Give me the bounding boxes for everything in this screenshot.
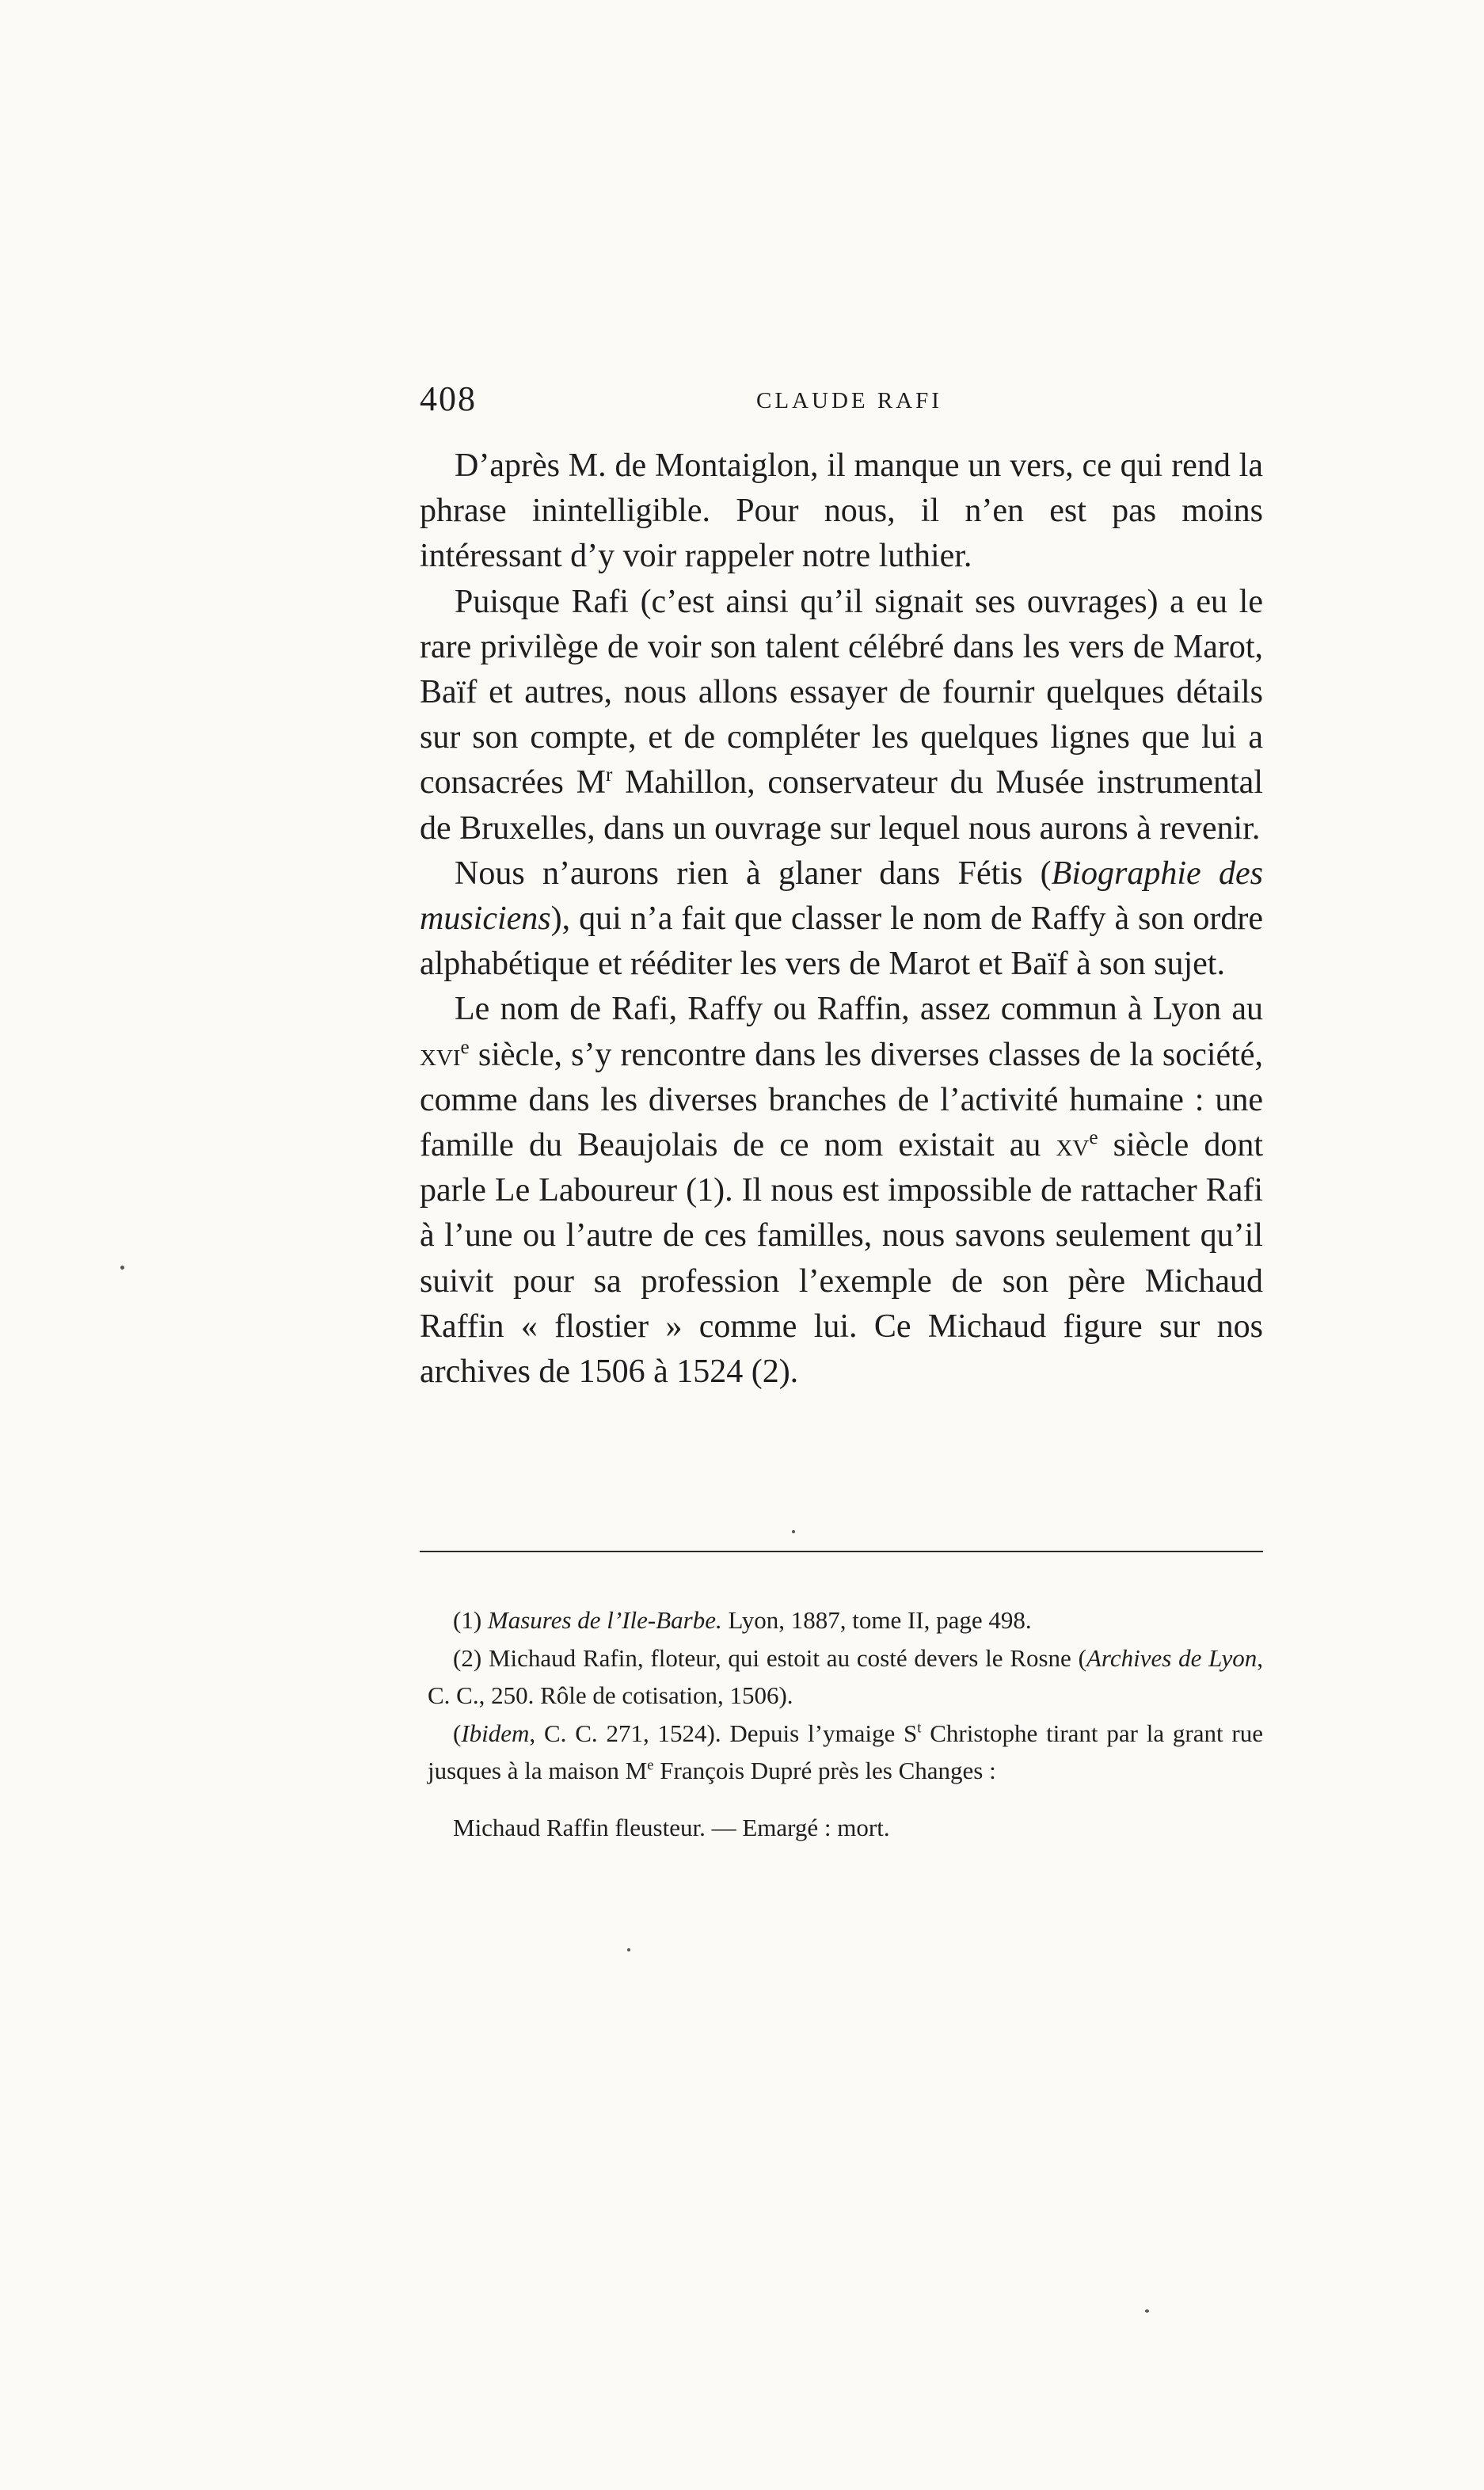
page-header [420,379,1263,434]
ink-speck [627,1948,630,1951]
footnote-quote [428,1809,1263,1847]
footnote-quote-text: Michaud Raffin fleusteur. — Emargé : mort. [453,1813,890,1841]
ink-speck [120,1266,124,1270]
footnote-3-open-paren: ( [453,1719,462,1747]
superscript-e-2: e [1089,1127,1098,1149]
paragraph-2 [420,580,1263,851]
paragraph-2-text-b: Mahillon, conservateur du Musée instrumental de Bruxelles, dans un ouvrage sur lequel nous aurons à revenir. [420,764,1263,847]
paragraph-4-text-a: Le nom de Rafi, Raffy ou Raffin, assez commun à Lyon au [455,991,1263,1028]
superscript-t: t [917,1719,922,1737]
ink-speck [1145,2309,1149,2313]
superscript-e-1: e [460,1036,470,1058]
book-title-biographie: Biographie des musiciens [420,855,1263,938]
paragraph-4 [420,987,1263,1395]
footnote-2 [428,1639,1263,1715]
paragraph-1 [420,444,1263,580]
superscript-e-3: e [647,1757,654,1774]
footnote-3-text-c: François Dupré près les Changes : [653,1757,996,1784]
century-fifteenth: xv [1056,1127,1090,1164]
footnote-1 [428,1601,1263,1639]
footnote-1-title: Masures de l’Ile-Barbe. [487,1606,722,1634]
footnote-2-text-b: , C. C., 250. Rôle de cotisation, 1506). [428,1643,1264,1709]
footnote-2-title: Archives de Lyon [1086,1643,1258,1672]
footnote-3 [428,1715,1263,1790]
footnote-3-text-a: , C. C. 271, 1524). Depuis l’ymaige S [529,1719,918,1747]
page-number: 408 [420,379,477,418]
century-sixteenth: xvi [420,1036,461,1073]
paragraph-3-text-a: Nous n’aurons rien à glaner dans Fétis ( [455,855,1052,892]
paragraph-3 [420,851,1263,988]
footnote-2-text-a: (2) Michaud Rafin, floteur, qui estoit au costé devers le Rosne ( [453,1643,1086,1672]
footnote-3-text-b: Christophe tirant par la grant rue jusques à la maison M [428,1719,1264,1784]
body-text [420,444,1263,1395]
footnote-1-text: Lyon, 1887, tome II, page 498. [721,1606,1032,1634]
footnote-3-ibidem: Ibidem [461,1719,530,1747]
superscript-r: r [605,764,613,786]
running-title: CLAUDE RAFI [756,388,942,413]
paragraph-3-text-b: ), qui n’a fait que classer le nom de Raffy à son ordre alphabétique et rééditer les vers de Marot et Baïf à son sujet. [420,900,1263,983]
ink-speck [792,1530,795,1533]
footnotes [428,1601,1263,1846]
footnote-divider [420,1551,1263,1552]
paragraph-1-text: D’après M. de Montaiglon, il manque un vers, ce qui rend la phrase inintelligible. Pour nous, il n’en est pas moins intéressant d’y voir rappeler notre luthier. [420,447,1263,575]
footnote-1-number: (1) [453,1606,488,1634]
paragraph-2-text-a: Puisque Rafi (c’est ainsi qu’il signait ses ouvrages) a eu le rare privilège de voir son talent célébré dans les vers de Marot, Baïf et autres, nous allons essayer de fournir quelques détails sur son compte, et de compléter les quelques lignes que lui a consacrées M [420,583,1263,801]
paragraph-4-text-b: siècle, s’y rencontre dans les diverses classes de la société, comme dans les diverses branches de l’activité humaine : une famille du Beaujolais de ce nom existait au [420,1036,1263,1164]
paragraph-4-text-c: siècle dont parle Le Laboureur (1). Il nous est impossible de rattacher Rafi à l’une ou l’autre de ces familles, nous savons seulement qu’il suivit pour sa profession l’exemple de son père Michaud Raffin « flostier » comme lui. Ce Michaud figure sur nos archives de 1506 à 1524 (2). [420,1127,1263,1391]
